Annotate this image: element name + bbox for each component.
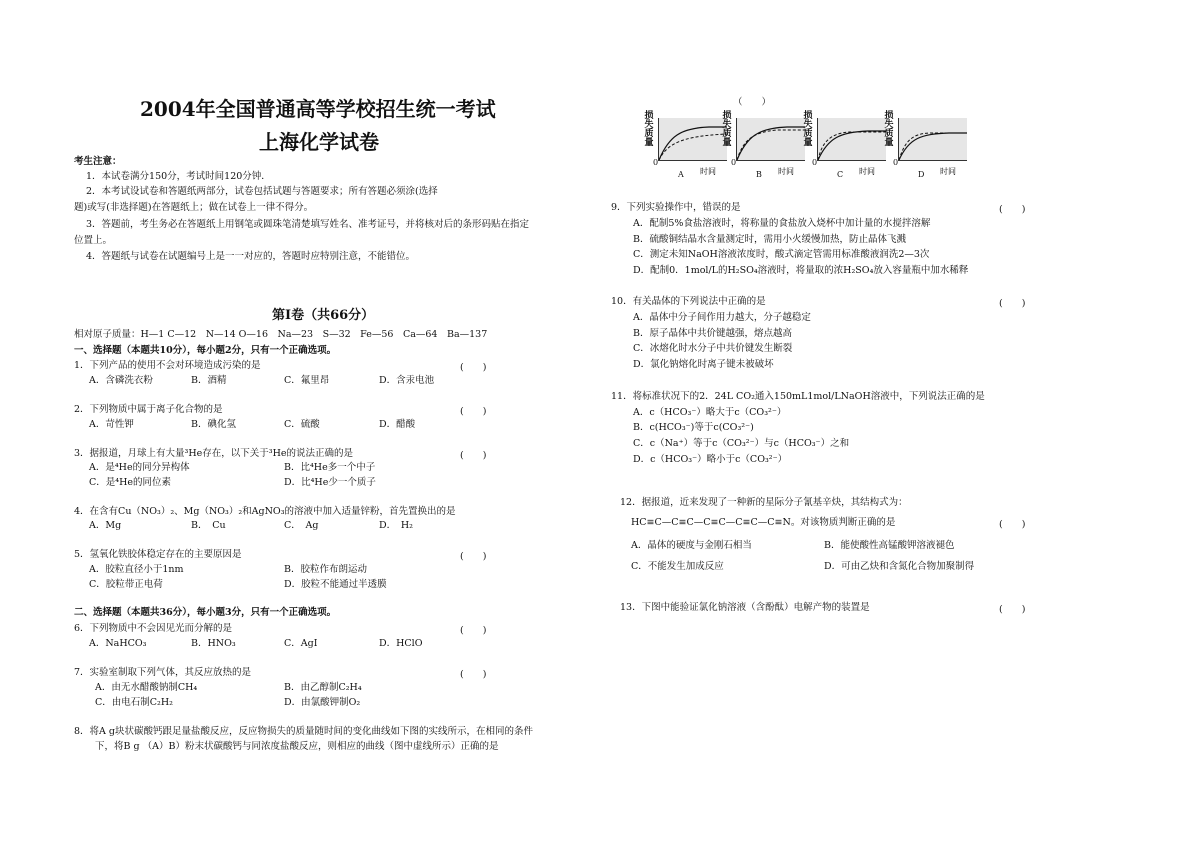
q7-option-a: A．由无水醋酸钠制CH₄ [95,682,198,693]
section2-heading: 二、选择题（本题共36分），每小题3分，只有一个正确选项。 [74,607,337,618]
graph-ylabel: 损 失 质 量 [644,111,654,148]
q10-option-a: A．晶体中分子间作用力越大，分子越稳定 [633,312,811,323]
answer-paren[interactable]: ( ) [460,669,487,680]
notice-item: 3．答题前，考生务必在答题纸上用钢笔或圆珠笔清楚填写姓名、准考证号，并将核对后的条形码贴在指定 [86,219,530,230]
q13-stem: 13．下图中能验证氯化钠溶液（含酚酞）电解产物的装置是 [620,602,870,613]
answer-paren[interactable]: ( ) [999,298,1026,309]
graph-label-d: D [918,170,925,179]
q12-option-a: A．晶体的硬度与金刚石相当 [631,540,752,551]
title-line1: 2004年全国普通高等学校招生统一考试 [140,97,496,121]
q7-option-c: C．由电石制C₂H₂ [95,697,173,708]
notice-item: 1．本试卷满分150分，考试时间120分钟． [86,171,271,182]
q9-option-d: D．配制0．1mol/L的H₂SO₄溶液时，将量取的浓H₂SO₄放入容量瓶中加水稀释 [633,265,969,276]
graph-plot [736,118,805,161]
atomic-masses: 相对原子质量：H—1 C—12 N—14 O—16 Na—23 S—32 Fe—56 Ca—64 Ba—137 [74,329,488,340]
notice-item: 4．答题纸与试卷在试题编号上是一一对应的，答题时应特别注意，不能错位。 [86,251,416,262]
q1-stem: 1．下列产品的使用不会对环境造成污染的是 [74,360,261,371]
graph-plot [817,118,886,161]
q6-option-b: B．HNO₃ [191,638,236,649]
graphs-answer-paren[interactable]: （ ） [733,97,772,108]
graph-xlabel: 时间 [778,167,794,176]
q7-option-b: B．由乙醇制C₂H₄ [284,682,362,693]
graph-curves [737,118,805,160]
q4-option-a: A．Mg [89,520,122,531]
graph-curves [659,118,727,160]
q5-option-d: D．胶粒不能通过半透膜 [284,579,387,590]
q1-option-b: B．酒精 [191,375,227,386]
q12-option-b: B．能使酸性高锰酸钾溶液褪色 [824,540,955,551]
graph-label-b: B [756,170,762,179]
q12-formula: HC≡C—C≡C—C≡C—C≡C—C≡N。对该物质判断正确的是 [631,517,896,528]
q8-line2: 下，将B g （A）B）粉末状碳酸钙与同浓度盐酸反应，则相应的曲线（图中虚线所示）正确的是 [95,741,499,752]
notice-heading: 考生注意： [74,156,122,167]
q2-option-d: D．醋酸 [379,419,416,430]
q3-option-a: A．是⁴He的同分异构体 [89,462,190,473]
answer-paren[interactable]: ( ) [999,519,1026,530]
q6-option-a: A．NaHCO₃ [89,638,147,649]
q2-option-a: A．苛性钾 [89,419,134,430]
title-line2: 上海化学试卷 [259,130,379,154]
q1-option-c: C．氟里昂 [284,375,330,386]
answer-paren[interactable]: ( ) [999,604,1026,615]
q10-option-b: B．原子晶体中共价键越强，熔点越高 [633,328,792,339]
q3-option-b: B．比⁴He多一个中子 [284,462,376,473]
q10-stem: 10．有关晶体的下列说法中正确的是 [611,296,766,307]
q12-option-d: D．可由乙炔和含氮化合物加聚制得 [824,561,975,572]
q6-option-c: C．AgI [284,638,318,649]
part1-title: 第Ⅰ卷（共66分） [272,308,375,323]
q7-option-d: D．由氯酸钾制O₂ [284,697,361,708]
notice-item: 题)或写(非选择题)在答题纸上；做在试卷上一律不得分。 [74,202,314,213]
section1-heading: 一、选择题（本题共10分），每小题2分，只有一个正确选项。 [74,345,337,356]
q2-option-b: B．碘化氢 [191,419,236,430]
q4-option-b: B． Cu [191,520,226,531]
graph-origin: 0 [812,158,818,167]
q11-stem: 11．将标准状况下的2．24L CO₂通入150mL1mol/LNaOH溶液中，下列说法正确的是 [611,391,985,402]
notice-item: 位置上。 [74,235,113,246]
answer-paren[interactable]: ( ) [460,362,487,373]
q5-stem: 5．氢氧化铁胶体稳定存在的主要原因是 [74,549,242,560]
answer-paren[interactable]: ( ) [460,625,487,636]
q4-option-c: C． Ag [284,520,319,531]
answer-paren[interactable]: ( ) [460,450,487,461]
q11-option-c: C．c（Na⁺）等于c（CO₃²⁻）与c（HCO₃⁻）之和 [633,438,850,449]
q3-stem: 3．据报道，月球上有大量³He存在，以下关于³He的说法正确的是 [74,448,353,459]
q5-option-c: C．胶粒带正电荷 [89,579,163,590]
q4-option-d: D． H₂ [379,520,413,531]
graph-plot [658,118,727,161]
graph-b [718,104,808,182]
graph-ylabel: 损 失 质 量 [884,111,894,148]
q7-stem: 7．实验室制取下列气体，其反应放热的是 [74,667,252,678]
q3-option-c: C．是⁴He的同位素 [89,477,171,488]
graph-origin: 0 [731,158,737,167]
graph-xlabel: 时间 [859,167,875,176]
q9-option-c: C．测定未知NaOH溶液浓度时，酸式滴定管需用标准酸液润洗2—3次 [633,249,930,260]
q9-option-b: B．硫酸铜结晶水含量测定时，需用小火缓慢加热，防止晶体飞溅 [633,234,906,245]
q9-option-a: A．配制5%食盐溶液时，将称量的食盐放入烧杯中加计量的水搅拌溶解 [633,218,931,229]
q2-option-c: C．硫酸 [284,419,320,430]
q11-option-d: D．c（HCO₃⁻）略小于c（CO₃²⁻） [633,454,788,465]
q11-option-a: A．c（HCO₃⁻）略大于c（CO₃²⁻） [633,407,787,418]
q3-option-d: D．比⁴He少一个质子 [284,477,376,488]
graph-origin: 0 [653,158,659,167]
answer-paren[interactable]: ( ) [460,551,487,562]
q1-option-d: D．含汞电池 [379,375,435,386]
graph-label-c: C [837,170,844,179]
graph-c [799,104,889,182]
q9-stem: 9．下列实验操作中，错误的是 [611,202,741,213]
answer-paren[interactable]: ( ) [460,406,487,417]
graph-xlabel: 时间 [700,167,716,176]
answer-paren[interactable]: ( ) [999,204,1026,215]
q11-option-b: B．c(HCO₃⁻)等于c(CO₃²⁻) [633,422,754,433]
graph-label-a: A [678,170,684,179]
graph-d [880,104,970,182]
q5-option-b: B．胶粒作布朗运动 [284,564,367,575]
graph-plot [898,118,967,161]
graph-xlabel: 时间 [940,167,956,176]
graph-curves [818,118,886,160]
q5-option-a: A．胶粒直径小于1nm [89,564,184,575]
q6-option-d: D．HClO [379,638,423,649]
q1-option-a: A．含磷洗衣粉 [89,375,153,386]
graph-a [640,104,730,182]
q2-stem: 2．下列物质中属于离子化合物的是 [74,404,223,415]
graph-origin: 0 [893,158,899,167]
graph-ylabel: 损 失 质 量 [722,111,732,148]
q4-stem: 4．在含有Cu（NO₃）₂、Mg（NO₃）₂和AgNO₃的溶液中加入适量锌粉，首先置换出的是 [74,506,456,517]
q12-stem: 12．据报道，近来发现了一种新的星际分子氰基辛炔，其结构式为： [620,497,908,508]
notice-item: 2．本考试设试卷和答题纸两部分，试卷包括试题与答题要求；所有答题必须涂(选择 [86,186,438,197]
q10-option-c: C．冰熔化时水分子中共价键发生断裂 [633,343,793,354]
graph-ylabel: 损 失 质 量 [803,111,813,148]
q12-option-c: C．不能发生加成反应 [631,561,724,572]
q8-line1: 8．将A g块状碳酸钙跟足量盐酸反应，反应物损失的质量随时间的变化曲线如下图的实线所示，在相同的条件 [74,726,534,737]
q10-option-d: D．氯化钠熔化时离子键未被破坏 [633,359,774,370]
graph-curves [899,118,967,160]
q6-stem: 6．下列物质中不会因见光而分解的是 [74,623,233,634]
